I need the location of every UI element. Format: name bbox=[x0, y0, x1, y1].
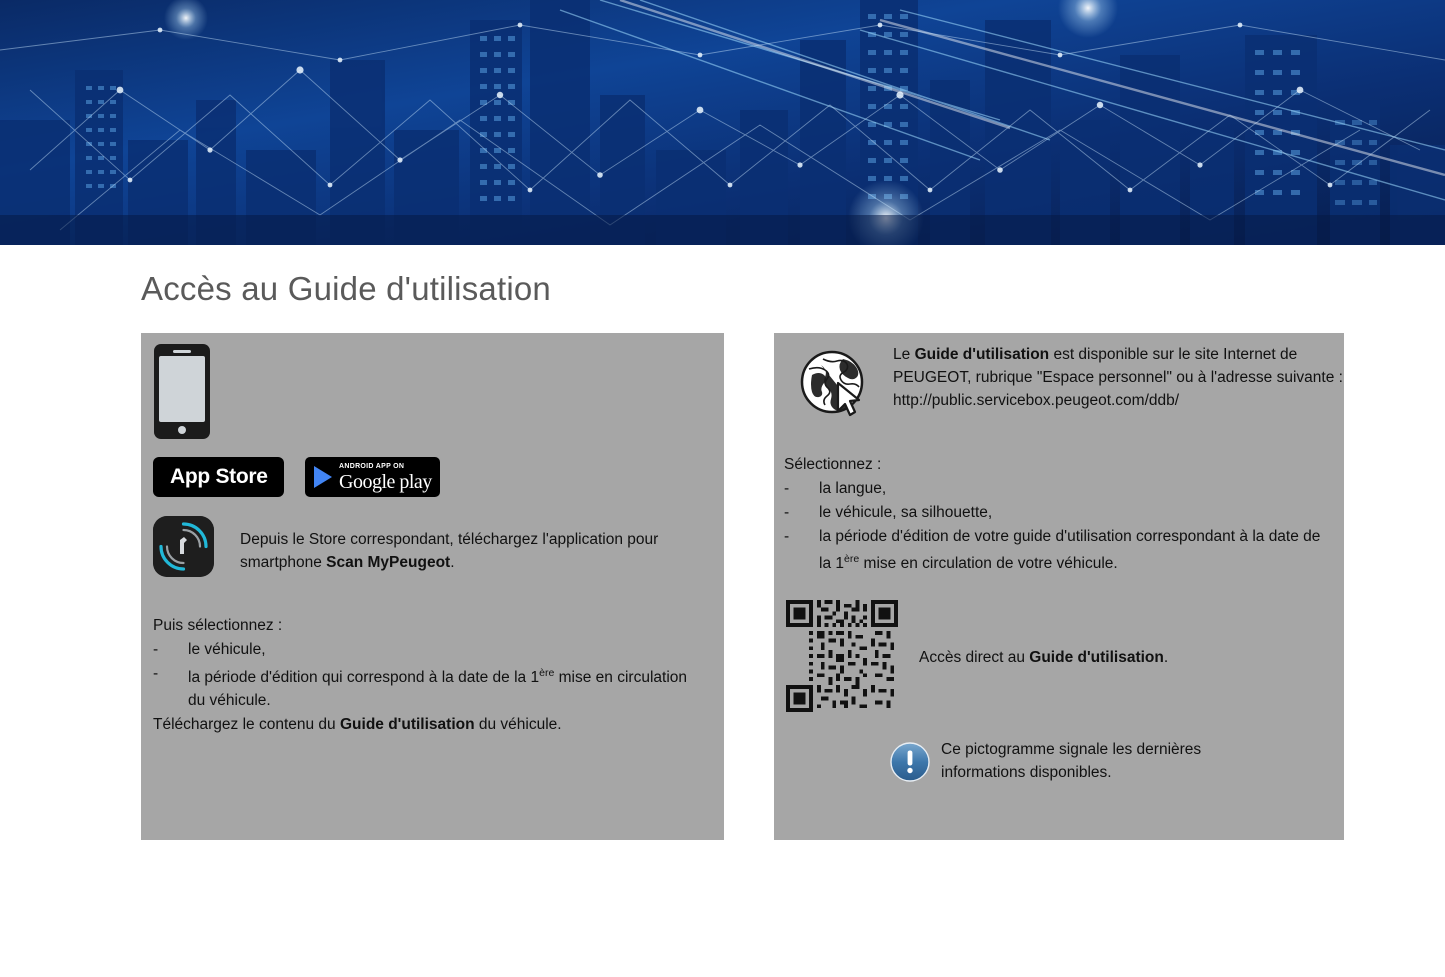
google-play-triangle-icon bbox=[314, 466, 332, 488]
bullet-text-after: mise en circulation du véhicule. bbox=[188, 669, 688, 710]
bullet-text bbox=[819, 525, 1336, 575]
qr-caption-after: . bbox=[1163, 649, 1169, 666]
smartphone-screen bbox=[159, 356, 205, 422]
bullet-text: la langue, bbox=[819, 480, 887, 497]
google-play-bottom-label: Google play bbox=[339, 470, 432, 493]
hero-banner bbox=[0, 0, 1445, 245]
bullet-dash: - bbox=[784, 480, 790, 497]
exclamation-info-icon bbox=[890, 742, 930, 782]
guide-url[interactable]: http://public.servicebox.peugeot.com/ddb/ bbox=[893, 392, 1180, 409]
page-title: Accès au Guide d'utilisation bbox=[141, 270, 551, 307]
info-icon-caption: Ce pictogramme signale les dernières informations disponibles. bbox=[941, 741, 1202, 781]
bullet-dash: - bbox=[153, 641, 159, 658]
bullet-text: le véhicule, sa silhouette, bbox=[819, 504, 993, 521]
scan-mypeugeot-app-icon[interactable] bbox=[153, 516, 214, 577]
left-closing-after: du véhicule. bbox=[474, 716, 562, 734]
qr-caption-before: Accès direct au bbox=[919, 649, 1030, 666]
left-closing-before: Téléchargez le contenu du bbox=[153, 716, 340, 734]
web-access-before: Le bbox=[893, 346, 915, 363]
app-name-bold: Scan MyPeugeot bbox=[326, 554, 451, 571]
bullet-text-before: la période d'édition qui correspond à la date de la 1 bbox=[188, 669, 540, 687]
bullet-text: le véhicule, bbox=[188, 641, 266, 658]
smartphone-speaker bbox=[173, 350, 191, 353]
bullet-dash: - bbox=[784, 504, 790, 521]
app-store-label: App Store bbox=[170, 465, 268, 488]
list-item bbox=[784, 477, 1336, 500]
bullet-dash: - bbox=[153, 665, 159, 682]
qr-code-caption bbox=[919, 646, 1168, 669]
app-download-instruction-part2: . bbox=[450, 554, 455, 571]
bullet-superscript: ère bbox=[539, 667, 555, 679]
bullet-text-after: mise en circulation de votre véhicule. bbox=[859, 555, 1118, 573]
qr-code[interactable] bbox=[786, 600, 898, 712]
app-download-instruction bbox=[240, 528, 700, 574]
bullet-text bbox=[188, 662, 698, 712]
right-selection-steps bbox=[784, 453, 1336, 575]
google-play-top-label: ANDROID APP ON bbox=[339, 462, 405, 470]
smartphone-home-button bbox=[178, 426, 186, 434]
globe-cursor-icon bbox=[799, 349, 871, 421]
list-item bbox=[153, 638, 698, 661]
right-intro-text: Sélectionnez : bbox=[784, 456, 882, 473]
app-store-badge[interactable] bbox=[153, 457, 284, 497]
app-download-panel bbox=[141, 333, 724, 840]
hero-city-network-graphic bbox=[0, 0, 1445, 245]
bullet-text-before: la période d'édition de votre guide d'utilisation correspondant à la date de la 1 bbox=[819, 528, 1321, 573]
web-access-after: est disponible sur le site Internet de PEUGEOT, rubrique "Espace personnel" ou à l'adresse suivante : bbox=[893, 346, 1343, 386]
guide-bold: Guide d'utilisation bbox=[339, 716, 475, 734]
bullet-dash: - bbox=[784, 528, 790, 545]
bullet-superscript: ère bbox=[844, 553, 860, 565]
left-intro-text: Puis sélectionnez : bbox=[153, 617, 283, 634]
app-download-instruction-part1: Depuis le Store correspondant, téléchargez l'application pour smartphone bbox=[240, 531, 659, 571]
list-item bbox=[153, 662, 698, 712]
list-item bbox=[784, 501, 1336, 524]
list-item bbox=[784, 525, 1336, 575]
guide-bold: Guide d'utilisation bbox=[914, 346, 1050, 363]
smartphone-icon bbox=[154, 344, 210, 439]
guide-bold: Guide d'utilisation bbox=[1029, 649, 1164, 666]
left-closing-text bbox=[153, 713, 698, 736]
left-selection-steps bbox=[153, 614, 698, 736]
web-access-instruction bbox=[893, 343, 1345, 412]
google-play-badge[interactable] bbox=[305, 457, 440, 497]
